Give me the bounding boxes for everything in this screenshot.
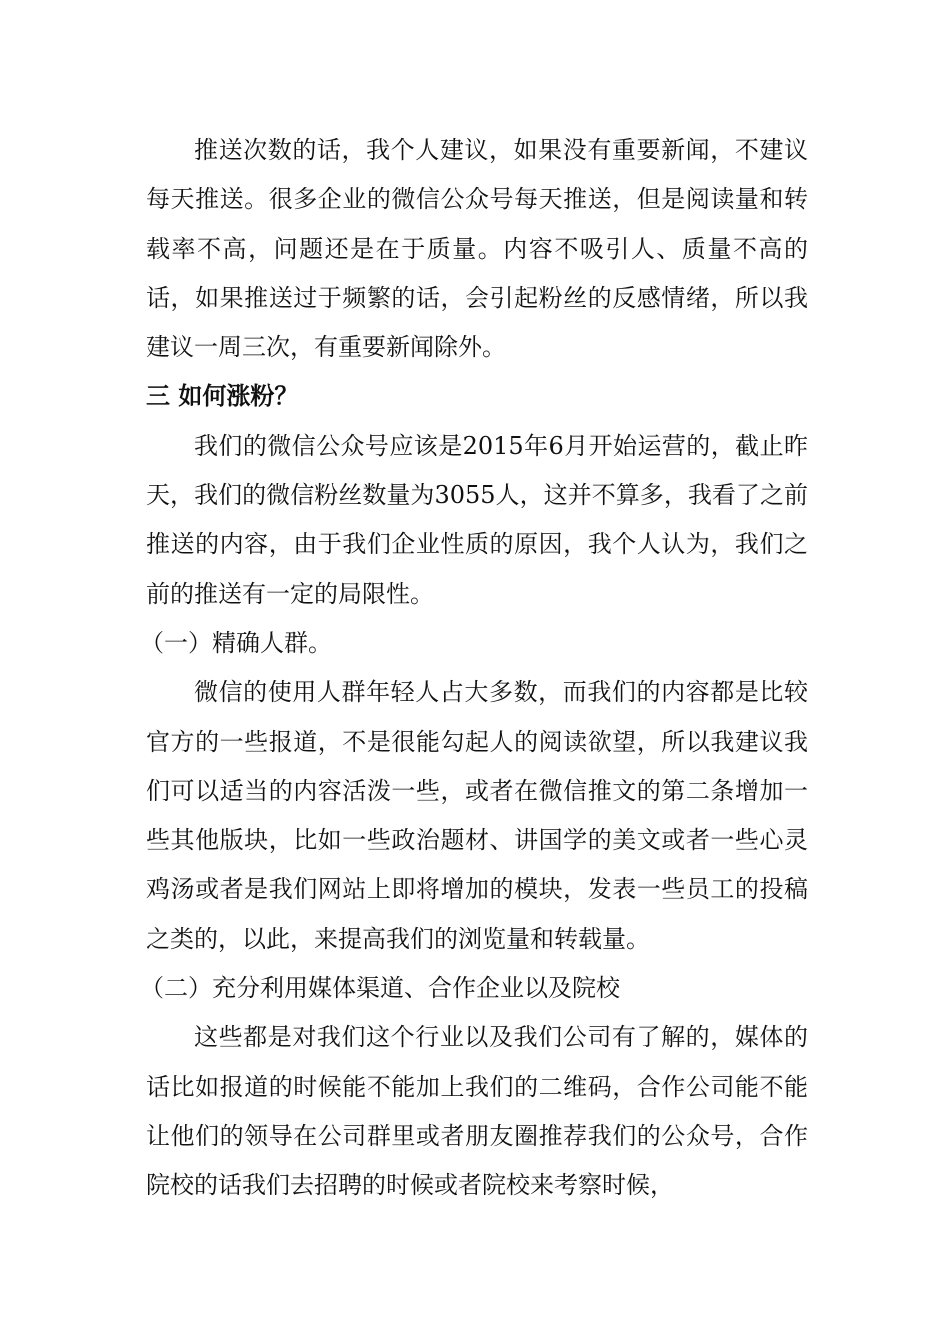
document-body <box>140 126 808 1211</box>
paragraph-audience-content: 微信的使用人群年轻人占大多数，而我们的内容都是比较官方的一些报道，不是很能勾起人的阅读欲望，所以我建议我们可以适当的内容活泼一些，或者在微信推文的第二条增加一些其他版块，比如一些政治题材、讲国学的美文或者一些心灵鸡汤或者是我们网站上即将增加的模块，发表一些员工的投稿之类的，以此，来提高我们的浏览量和转载量。 <box>146 678 808 953</box>
paragraph-push-frequency: 推送次数的话，我个人建议，如果没有重要新闻，不建议每天推送。很多企业的微信公众号每天推送，但是阅读量和转载率不高，问题还是在于质量。内容不吸引人、质量不高的话，如果推送过于频繁的话，会引起粉丝的反感情绪，所以我建议一周三次，有重要新闻除外。 <box>146 136 808 362</box>
paragraph-media-channels: 这些都是对我们这个行业以及我们公司有了解的，媒体的话比如报道的时候能不能加上我们的二维码，合作公司能不能让他们的领导在公司群里或者朋友圈推荐我们的公众号，合作院校的话我们去招聘的时候或者院校来考察时候， <box>146 1023 808 1200</box>
subheading-target-audience: （一）精确人群。 <box>140 628 332 657</box>
section-heading-grow-fans: 三 如何涨粉？ <box>146 382 299 411</box>
subheading-media-channels: （二）充分利用媒体渠道、合作企业以及院校 <box>140 974 620 1003</box>
paragraph-fan-count: 我们的微信公众号应该是2015年6月开始运营的，截止昨天，我们的微信粉丝数量为3055人，这并不算多，我看了之前推送的内容，由于我们企业性质的原因，我个人认为，我们之前的推送有一定的局限性。 <box>146 431 808 608</box>
